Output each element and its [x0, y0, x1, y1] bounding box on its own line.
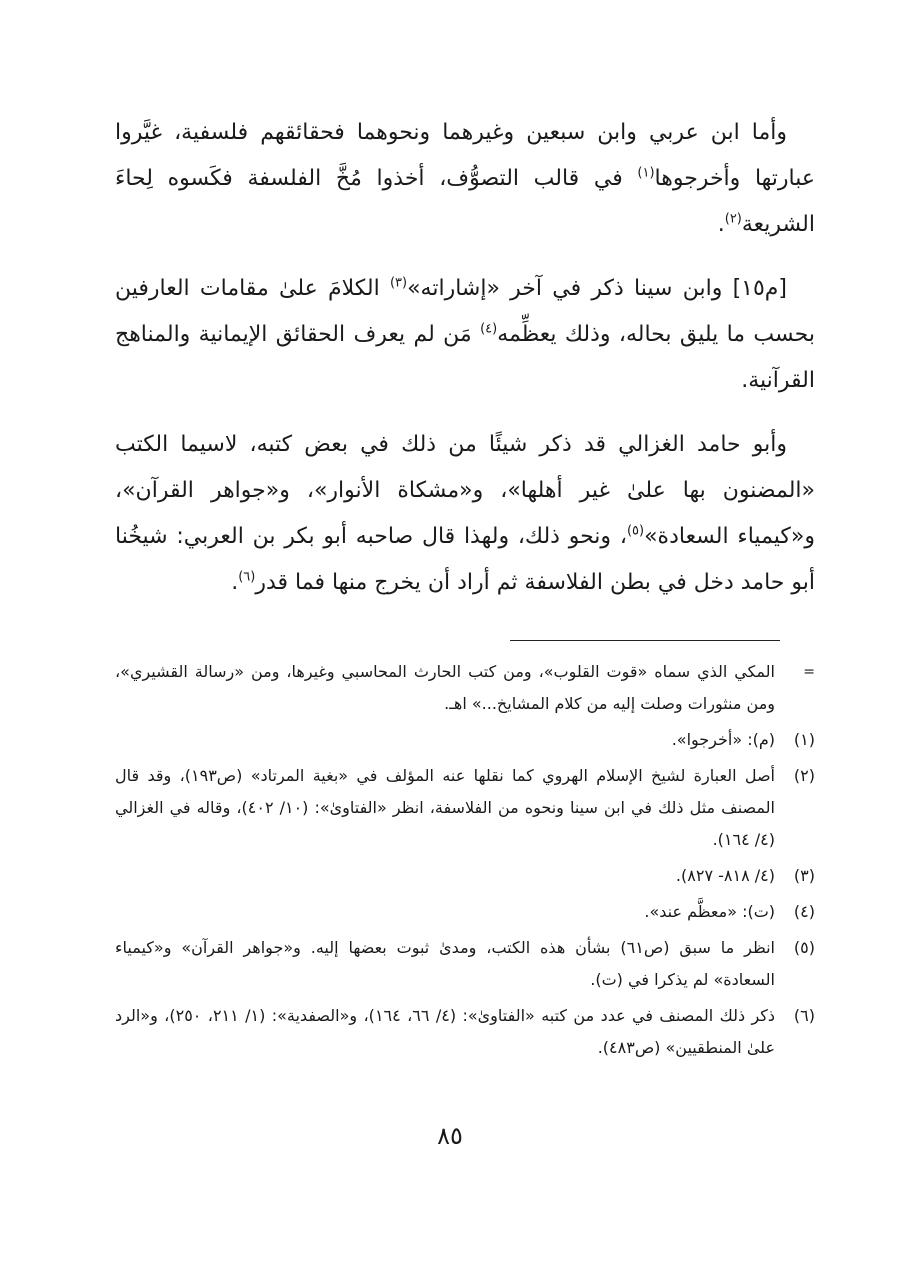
paragraph-text: الكلامَ علىٰ مقامات العارفين بحسب ما يليق بحاله، وذلك يعظِّمه: [115, 276, 815, 347]
paragraph-text: .: [231, 570, 239, 595]
footnote-ref-2: (٢): [724, 211, 742, 227]
footnote-1: [115, 724, 815, 756]
footnote-4: [115, 896, 815, 928]
footnote-marker: (١): [793, 730, 815, 749]
footnote-marker: (٢): [793, 766, 815, 785]
footnote-3: [115, 860, 815, 892]
footnote-ref-5: (٥): [626, 523, 645, 539]
paragraph-text: [م١٥] وابن سينا ذكر في آخر «إشاراته»: [407, 276, 788, 301]
footnote-separator: [510, 640, 780, 641]
footnote-text: (ت): «معظَّم عند».: [644, 902, 775, 921]
footnote-ref-1: (١): [637, 165, 655, 181]
page-number: ٨٥: [437, 1122, 463, 1150]
footnote-2: [115, 760, 815, 856]
paragraph-text: وأبو حامد الغزالي قد ذكر شيئًا من ذلك في بعض كتبه، لاسيما الكتب «المضنون بها علىٰ غير أهلها»، و«مشكاة الأنوار»، و«جواهر القرآن»، و«كيمياء السعادة»: [115, 432, 815, 549]
paragraph-text: في قالب التصوُّف، أخذوا مُخَّ الفلسفة فكَسوه لِحاءَ الشريعة: [115, 166, 815, 237]
footnotes: [115, 656, 815, 1068]
paragraph-text: مَن لم يعرف الحقائق الإيمانية والمناهج القرآنية.: [115, 322, 815, 393]
footnote-marker: (٦): [793, 1006, 815, 1025]
footnote-marker: (٤): [793, 902, 815, 921]
paragraph-text: ، ونحو ذلك، ولهذا قال صاحبه أبو بكر بن العربي: شيخُنا أبو حامد دخل في بطن الفلاسفة ثم أراد أن يخرج منها فما قدر: [115, 524, 815, 595]
footnote-text: المكي الذي سماه «قوت القلوب»، ومن كتب الحارث المحاسبي وغيرها، ومن «رسالة القشيري»، ومن منثورات وصلت إليه من كلام المشايخ...» اهـ.: [115, 662, 775, 713]
footnote-continuation: [115, 656, 815, 720]
paragraph-text: وأما ابن عربي وابن سبعين وغيرهما ونحوهما فحقائقهم فلسفية، غيَّروا عبارتها وأخرجوها: [115, 120, 815, 191]
footnote-6: [115, 1000, 815, 1064]
footnote-marker: =: [803, 664, 815, 680]
footnote-text: أصل العبارة لشيخ الإسلام الهروي كما نقلها عنه المؤلف في «بغية المرتاد» (ص١٩٣)، وقد قال المصنف مثل ذلك في ابن سينا ونحوه من الفلاسفة، انظر «الفتاوىٰ»: (١٠/ ٤٠٢)، وقاله في الغزالي (٤/ ١٦٤).: [115, 766, 776, 849]
footnote-ref-6: (٦): [238, 569, 256, 585]
paragraph-text: .: [717, 212, 725, 237]
paragraph-ibn-arabi: [115, 110, 815, 248]
paragraph-ibn-sina: [115, 266, 815, 404]
paragraph-ghazali: [115, 422, 815, 606]
footnote-text: (٤/ ٨١٨- ٨٢٧).: [675, 866, 775, 885]
footnote-marker: (٣): [793, 866, 815, 885]
footnote-ref-4: (٤): [480, 321, 498, 337]
footnote-5: [115, 932, 815, 996]
footnote-marker: (٥): [793, 938, 815, 957]
footnote-text: (م): «أخرجوا».: [671, 730, 775, 749]
footnote-text: ذكر ذلك المصنف في عدد من كتبه «الفتاوىٰ»: (٤/ ٦٦، ١٦٤)، و«الصفدية»: (١/ ٢١١، ٢٥٠)، و«الرد علىٰ المنطقيين» (ص٤٨٣).: [115, 1006, 776, 1057]
footnote-ref-3: (٣): [389, 275, 408, 291]
footnote-text: انظر ما سبق (ص٦١) بشأن هذه الكتب، ومدىٰ ثبوت بعضها إليه. و«جواهر القرآن» و«كيمياء السعادة» لم يذكرا في (ت).: [115, 938, 776, 989]
main-text: [115, 110, 815, 624]
